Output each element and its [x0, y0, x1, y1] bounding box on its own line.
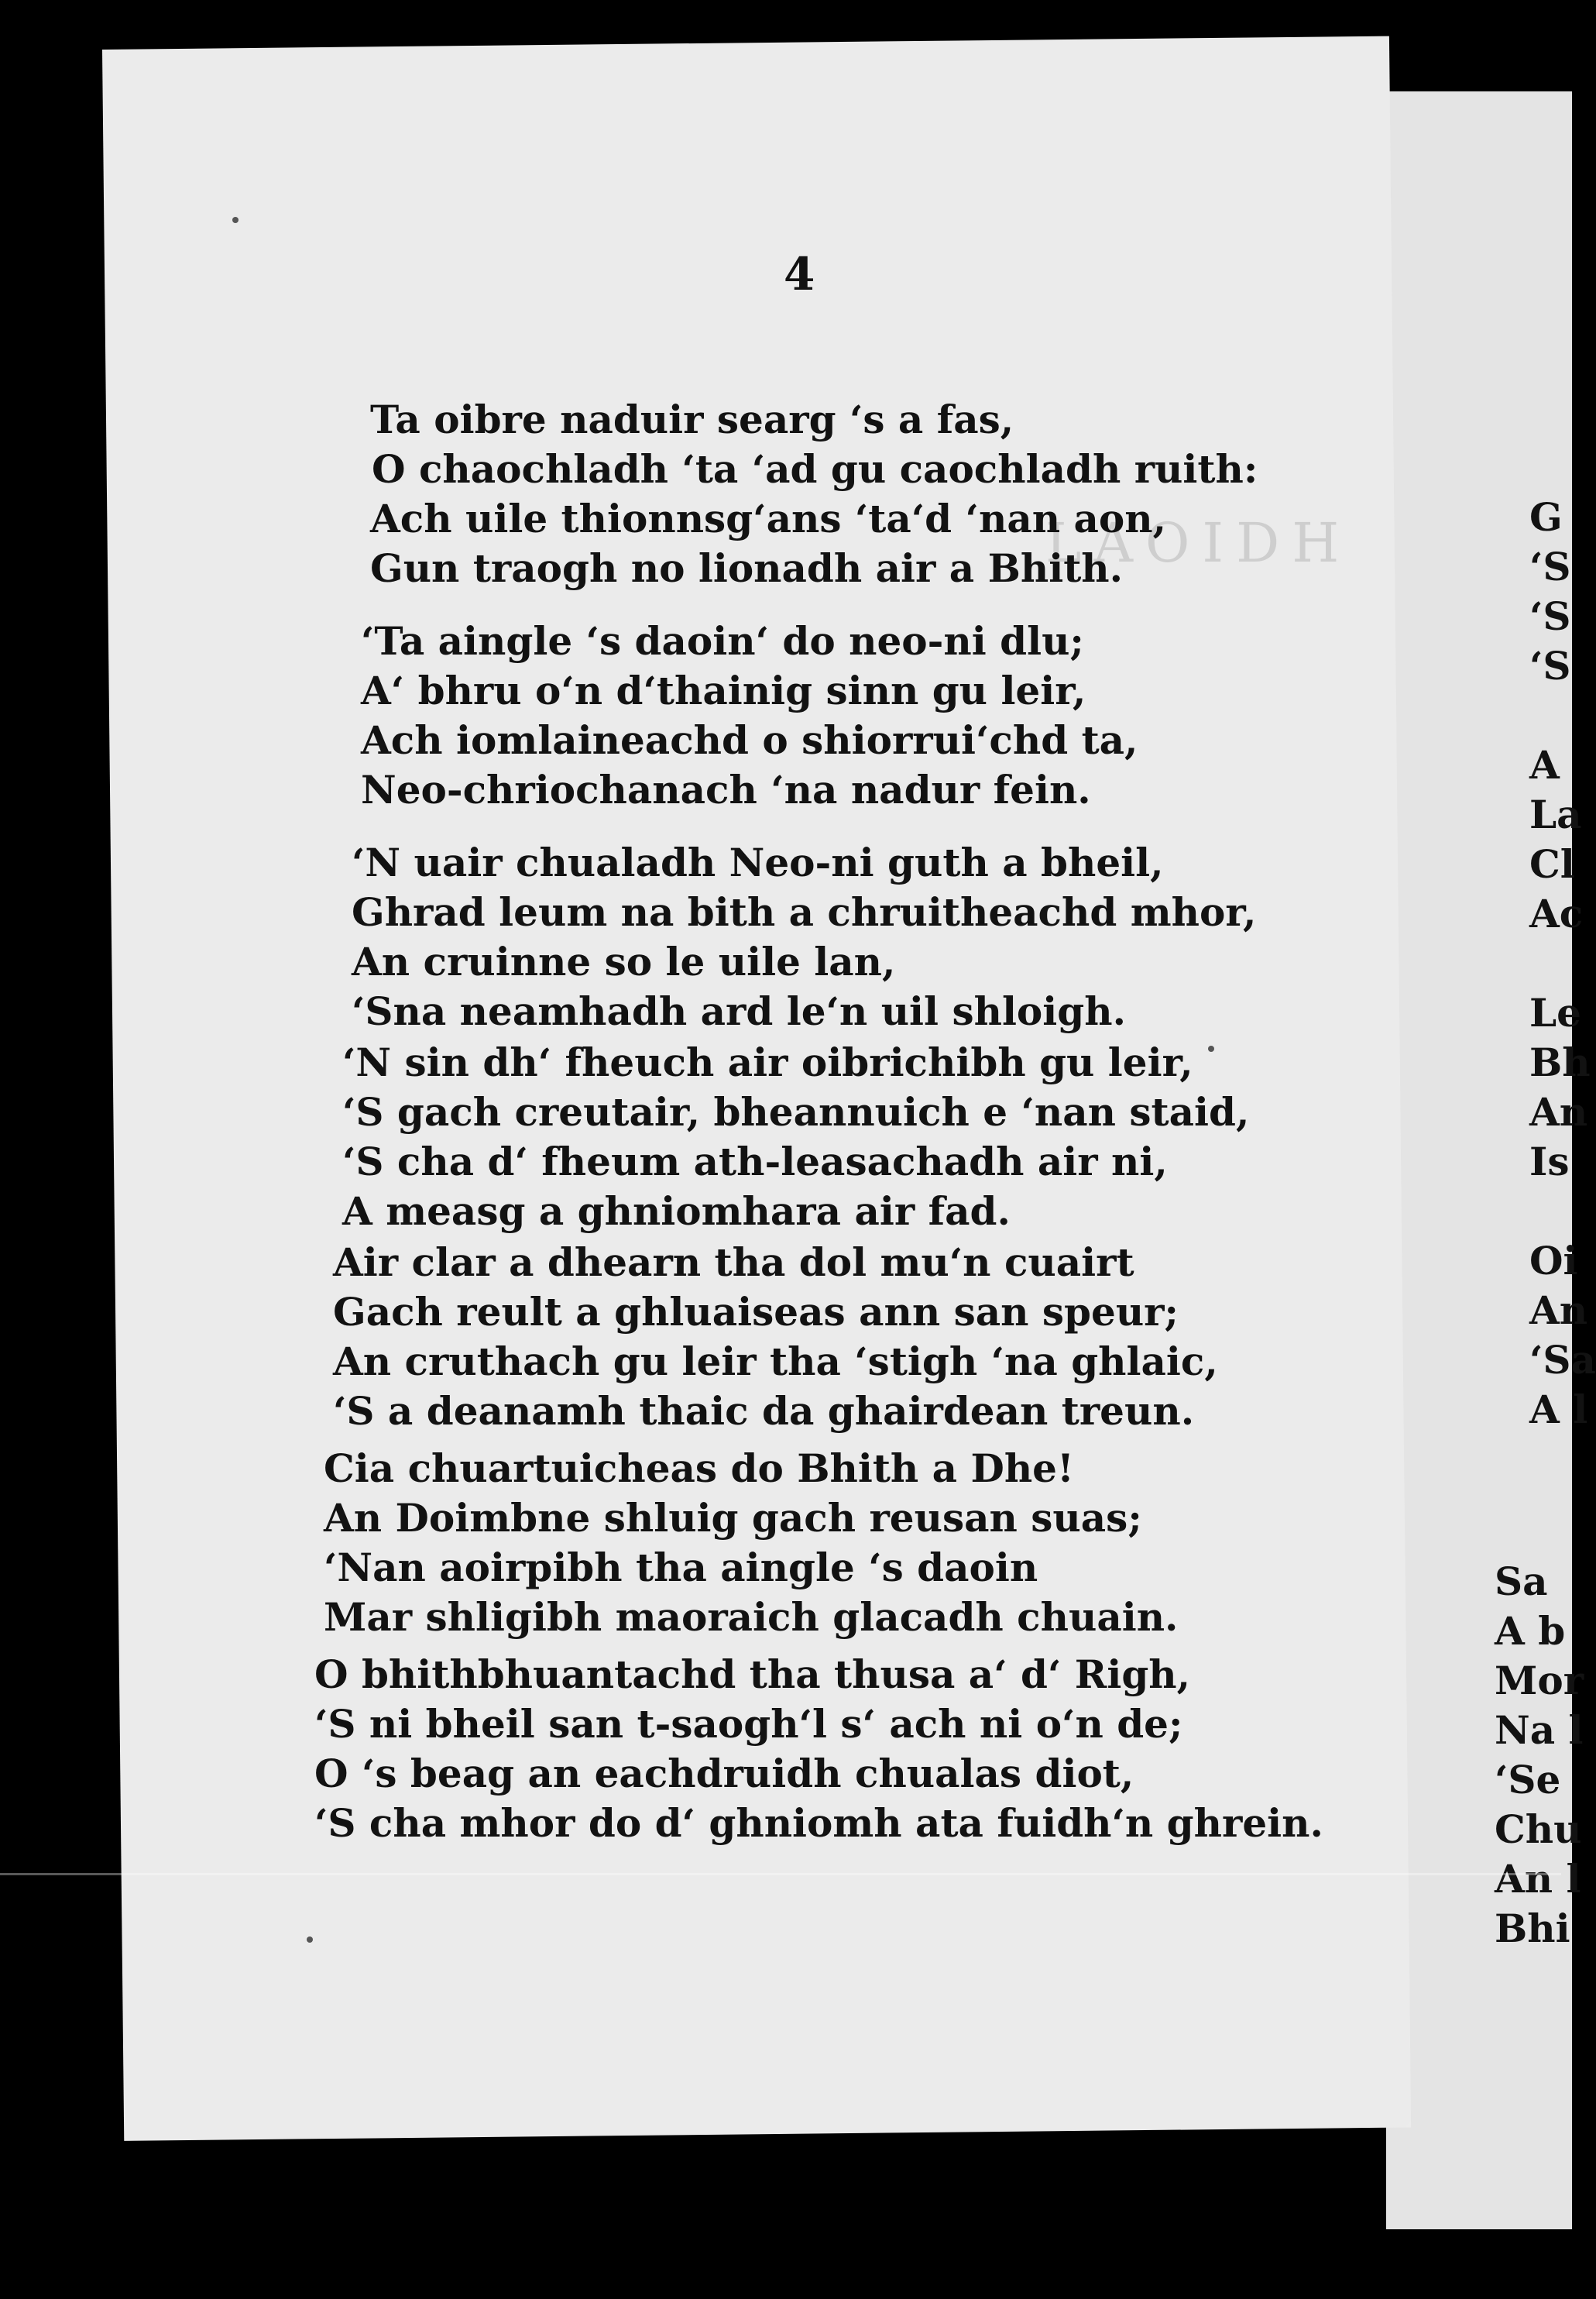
fragment-line: Sa [1495, 1558, 1548, 1604]
fragment-line: Bhi [1495, 1906, 1570, 1951]
paper-speck [232, 217, 239, 223]
fragment-line: Chu [1495, 1806, 1582, 1852]
poem-line: ‘Nan aoirpibh tha aingle ‘s daoin [324, 1545, 1038, 1590]
poem-line: An cruinne so le uile lan, [352, 939, 896, 985]
fragment-line: ‘Sa [1529, 1337, 1596, 1383]
scan-artifact-line [0, 1873, 1561, 1875]
fragment-line: Cl [1529, 841, 1575, 887]
paper-speck [1208, 1046, 1214, 1052]
fragment-line: ‘S [1529, 643, 1571, 689]
fragment-line: A l [1529, 1387, 1588, 1432]
poem-line: Gach reult a ghluaiseas ann san speur; [333, 1289, 1179, 1335]
poem-line: Neo-chriochanach ‘na nadur fein. [361, 767, 1091, 813]
fragment-line: La [1529, 792, 1582, 837]
poem-line: Gun traogh no lionadh air a Bhith. [370, 545, 1124, 591]
stanza [370, 395, 1258, 593]
poem-line: ‘Ta aingle ‘s daoin‘ do neo-ni dlu; [361, 618, 1084, 664]
fragment-line [1529, 939, 1596, 988]
poem-line: Ta oibre naduir searg ‘s a fas, [370, 397, 1014, 442]
stanza [324, 1444, 1178, 1642]
poem-line: Ghrad leum na bith a chruitheachd mhor, [352, 889, 1257, 935]
poem-line: ‘S cha mhor do d‘ ghniomh ata fuidh‘n ghrein. [314, 1800, 1323, 1846]
poem-line: A‘ bhru o‘n d‘thainig sinn gu leir, [361, 668, 1086, 713]
page-number: 4 [784, 248, 815, 301]
fragment-line: Is [1529, 1139, 1570, 1184]
fragment-line: A b [1495, 1608, 1566, 1654]
poem-line: Cia chuartuicheas do Bhith a Dhe! [324, 1445, 1074, 1491]
poem-line: ‘N sin dh‘ fheuch air oibrichibh gu leir, [342, 1040, 1193, 1085]
fragment-line: ‘S [1529, 593, 1571, 639]
fragment-line: An [1529, 1089, 1588, 1135]
poem-line: An cruthach gu leir tha ‘stigh ‘na ghlaic, [333, 1339, 1218, 1384]
right-page-fragments-top [1529, 493, 1596, 1435]
poem-line: O chaochladh ‘ta ‘ad gu caochladh ruith: [372, 446, 1258, 492]
paper-speck [307, 1936, 313, 1943]
poem-line: ‘S cha d‘ fheum ath-leasachadh air ni, [342, 1139, 1168, 1184]
fragment-line: ‘Se [1495, 1757, 1561, 1802]
stanza [314, 1650, 1323, 1848]
poem-line: O bhithbhuantachd tha thusa a‘ d‘ Righ, [314, 1651, 1191, 1697]
poem-line: Air clar a dhearn tha dol mu‘n cuairt [333, 1239, 1134, 1285]
fragment-line: Na l [1495, 1707, 1584, 1753]
fragment-line: Bh [1529, 1040, 1591, 1085]
poem-line: ‘S gach creutair, bheannuich e ‘nan staid, [342, 1089, 1250, 1135]
right-page-fragments-bottom [1495, 1557, 1584, 1954]
fragment-line: Ac [1529, 891, 1584, 936]
poem-line: A measg a ghniomhara air fad. [342, 1188, 1011, 1234]
fragment-line: A [1529, 742, 1560, 788]
bleed-through-title: LAOIDH [1045, 511, 1352, 575]
poem-line: O ‘s beag an eachdruidh chualas diot, [314, 1751, 1134, 1796]
poem-line: Mar shligibh maoraich glacadh chuain. [324, 1594, 1179, 1640]
fragment-line: G [1529, 494, 1563, 540]
poem-line: ‘S a deanamh thaic da ghairdean treun. [333, 1388, 1195, 1434]
poem-line: ‘Sna neamhadh ard le‘n uil shloigh. [352, 988, 1126, 1034]
stanza [342, 1038, 1249, 1236]
poem-line: An Doimbne shluig gach reusan suas; [324, 1495, 1142, 1541]
fragment-line: Le [1529, 990, 1581, 1036]
stanza [333, 1238, 1218, 1436]
fragment-line: ‘S [1529, 544, 1571, 589]
poem-line: ‘N uair chualadh Neo-ni guth a bheil, [352, 840, 1164, 885]
poem-line: ‘S ni bheil san t-saogh‘l s‘ ach ni o‘n de; [314, 1701, 1183, 1747]
poem-line: Ach iomlaineachd o shiorrui‘chd ta, [361, 717, 1138, 763]
poem-line: Ach uile thionnsg‘ans ‘ta‘d ‘nan aon, [370, 496, 1166, 541]
stanza [352, 838, 1256, 1036]
fragment-line: An [1529, 1287, 1588, 1333]
fragment-line [1529, 691, 1596, 741]
stanza [361, 617, 1138, 815]
fragment-line: An l [1495, 1856, 1581, 1902]
fragment-line: Oi [1529, 1238, 1578, 1284]
fragment-line [1529, 1187, 1596, 1236]
fragment-line: Mor [1495, 1658, 1584, 1703]
